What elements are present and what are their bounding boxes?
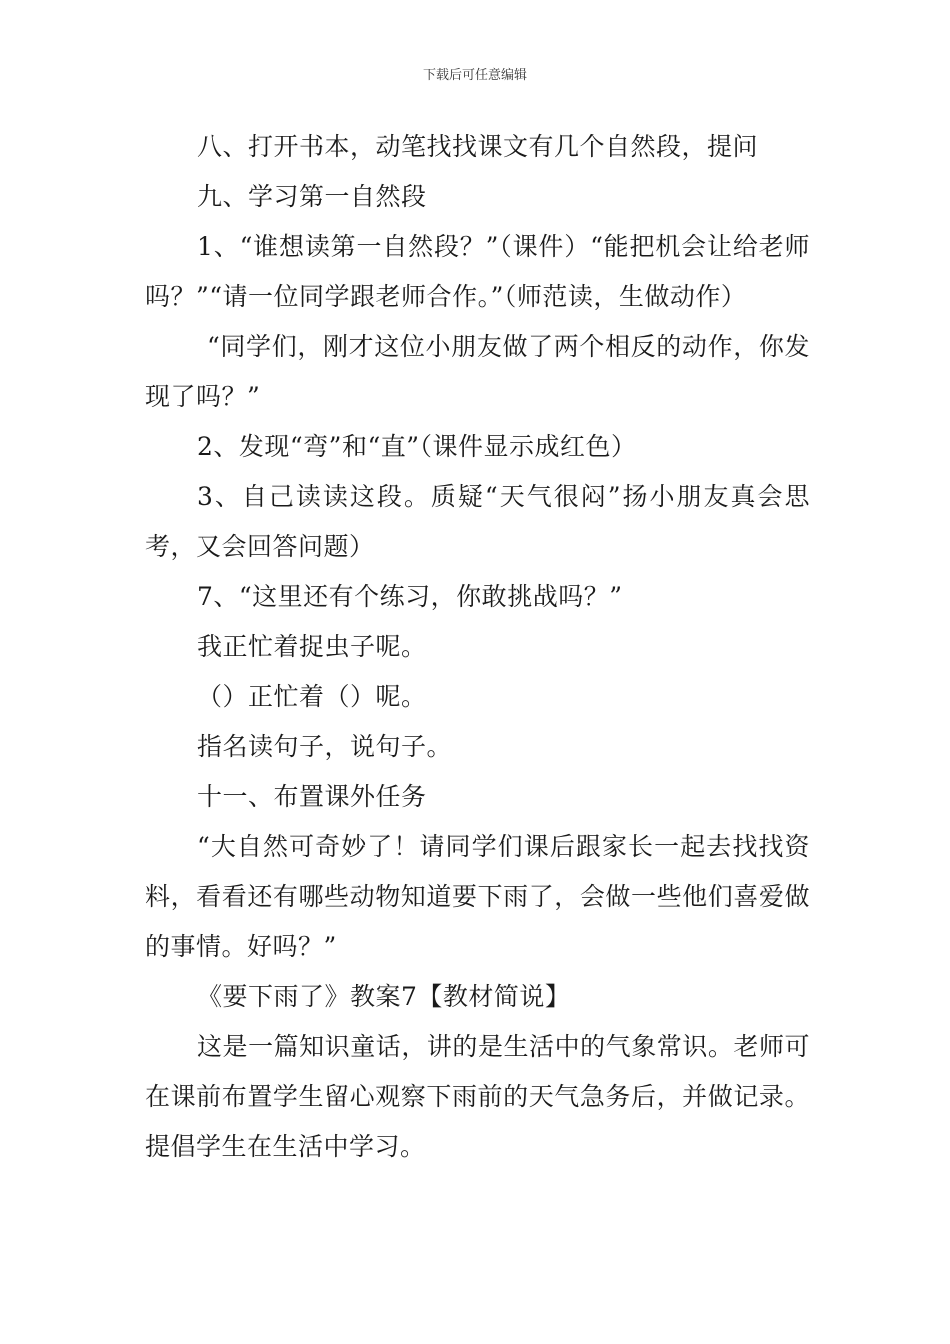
paragraph-fill-blank: （）正忙着（）呢。 [197,682,427,711]
page-header: 下载后可任意编辑 [422,68,527,83]
paragraph-item-2: 2、发现“弯”和“直”（课件显示成红色） [197,432,637,461]
paragraph-section-11: 十一、布置课外任务 [197,782,427,811]
paragraph-example-sentence: 我正忙着捉虫子呢。 [197,632,427,661]
paragraph-item-1: 1、“谁想读第一自然段？”（课件）“能把机会让给老师吗？”“请一位同学跟老师合作。”（师范读，生做动作） [145,232,810,311]
paragraph-read-sentence: 指名读句子，说句子。 [197,732,453,761]
paragraph-homework-quote: “大自然可奇妙了！请同学们课后跟家长一起去找找资料，看看还有哪些动物知道要下雨了，会做一些他们喜爱做的事情。好吗？” [145,832,810,961]
paragraph-lesson-title: 《要下雨了》教案7【教材简说】 [197,982,571,1011]
paragraph-section-9: 九、学习第一自然段 [197,182,427,211]
paragraph-quote-classmates: “同学们，刚才这位小朋友做了两个相反的动作，你发现了吗？” [145,332,810,411]
paragraph-item-3: 3、自己读读这段。质疑“天气很闷”扬小朋友真会思考，又会回答问题） [145,482,810,561]
paragraph-material-summary: 这是一篇知识童话，讲的是生活中的气象常识。老师可在课前布置学生留心观察下雨前的天气急务后，并做记录。提倡学生在生活中学习。 [145,1032,810,1161]
document-body [145,122,810,1172]
paragraph-section-8: 八、打开书本，动笔找找课文有几个自然段，提问 [197,132,759,161]
paragraph-item-7: 7、“这里还有个练习，你敢挑战吗？” [197,582,623,611]
